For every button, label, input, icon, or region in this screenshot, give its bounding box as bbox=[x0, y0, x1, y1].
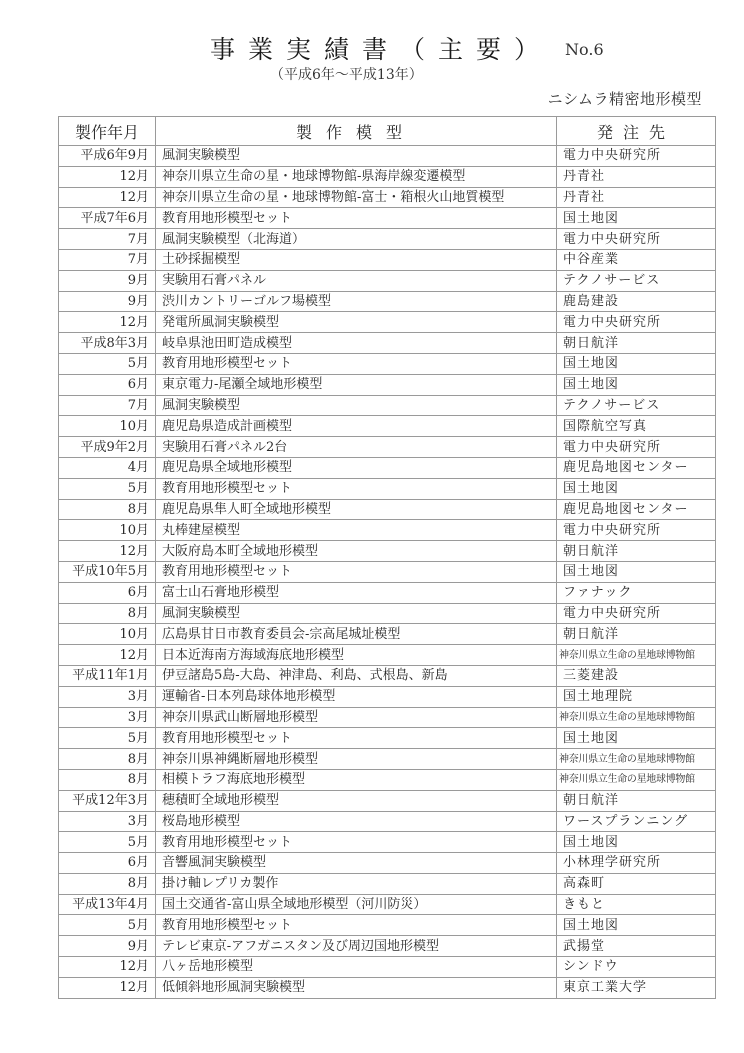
table-row bbox=[59, 395, 716, 416]
production-date-cell: 平成10年5月 bbox=[59, 561, 156, 582]
production-date-cell: 7月 bbox=[59, 229, 156, 250]
production-date-cell: 10月 bbox=[59, 520, 156, 541]
client-cell: 国土地図 bbox=[557, 728, 716, 749]
model-name-cell: 東京電力-尾瀬全域地形模型 bbox=[156, 374, 557, 395]
table-row bbox=[59, 707, 716, 728]
production-date-cell: 6月 bbox=[59, 374, 156, 395]
document-number: No.6 bbox=[565, 40, 604, 59]
document-title: 事業実績書（主要） bbox=[210, 35, 553, 64]
model-name-cell: 掛け軸レプリカ製作 bbox=[156, 873, 557, 894]
model-name-cell: 伊豆諸島5島-大島、神津島、利島、式根島、新島 bbox=[156, 665, 557, 686]
table-row bbox=[59, 416, 716, 437]
client-cell: 朝日航洋 bbox=[557, 541, 716, 562]
model-name-cell: 鹿児島県造成計画模型 bbox=[156, 416, 557, 437]
table-row bbox=[59, 187, 716, 208]
table-row bbox=[59, 977, 716, 998]
production-date-cell: 平成7年6月 bbox=[59, 208, 156, 229]
model-name-cell: 相模トラフ海底地形模型 bbox=[156, 769, 557, 790]
client-cell: 丹青社 bbox=[557, 166, 716, 187]
table-row bbox=[59, 457, 716, 478]
model-name-cell: 教育用地形模型セット bbox=[156, 832, 557, 853]
table-row bbox=[59, 478, 716, 499]
production-date-cell: 8月 bbox=[59, 603, 156, 624]
production-date-cell: 9月 bbox=[59, 291, 156, 312]
client-cell: きもと bbox=[557, 894, 716, 915]
period-subtitle: （平成6年～平成13年） bbox=[270, 67, 423, 83]
production-date-cell: 8月 bbox=[59, 499, 156, 520]
client-cell: 国際航空写真 bbox=[557, 416, 716, 437]
model-name-cell: 風洞実験模型（北海道） bbox=[156, 229, 557, 250]
column-header-date: 製作年月 bbox=[59, 117, 156, 146]
model-name-cell: 音響風洞実験模型 bbox=[156, 853, 557, 874]
client-cell: ワースプランニング bbox=[557, 811, 716, 832]
production-date-cell: 平成9年2月 bbox=[59, 437, 156, 458]
model-name-cell: 教育用地形模型セット bbox=[156, 208, 557, 229]
table-row bbox=[59, 499, 716, 520]
table-row bbox=[59, 146, 716, 167]
client-cell: 朝日航洋 bbox=[557, 333, 716, 354]
table-row bbox=[59, 374, 716, 395]
model-name-cell: テレビ東京-アフガニスタン及び周辺国地形模型 bbox=[156, 936, 557, 957]
client-cell: 鹿児島地図センター bbox=[557, 457, 716, 478]
production-date-cell: 8月 bbox=[59, 873, 156, 894]
client-cell: 高森町 bbox=[557, 873, 716, 894]
production-date-cell: 平成8年3月 bbox=[59, 333, 156, 354]
client-cell: 朝日航洋 bbox=[557, 624, 716, 645]
table-header-row bbox=[59, 117, 716, 146]
production-date-cell: 平成11年1月 bbox=[59, 665, 156, 686]
model-name-cell: 風洞実験模型 bbox=[156, 603, 557, 624]
client-cell: 鹿児島地図センター bbox=[557, 499, 716, 520]
client-cell: 小林理学研究所 bbox=[557, 853, 716, 874]
client-cell: 三菱建設 bbox=[557, 665, 716, 686]
table-row bbox=[59, 728, 716, 749]
production-date-cell: 平成13年4月 bbox=[59, 894, 156, 915]
client-cell: 国土地図 bbox=[557, 374, 716, 395]
production-date-cell: 8月 bbox=[59, 769, 156, 790]
model-name-cell: 富士山石膏地形模型 bbox=[156, 582, 557, 603]
client-cell: 電力中央研究所 bbox=[557, 229, 716, 250]
client-cell: 電力中央研究所 bbox=[557, 146, 716, 167]
table-row bbox=[59, 873, 716, 894]
model-name-cell: 教育用地形模型セット bbox=[156, 561, 557, 582]
table-row bbox=[59, 249, 716, 270]
production-date-cell: 5月 bbox=[59, 478, 156, 499]
client-cell: 神奈川県立生命の星地球博物館 bbox=[557, 769, 716, 790]
model-name-cell: 教育用地形模型セット bbox=[156, 353, 557, 374]
production-date-cell: 8月 bbox=[59, 749, 156, 770]
table-row bbox=[59, 603, 716, 624]
production-date-cell: 3月 bbox=[59, 707, 156, 728]
table-row bbox=[59, 749, 716, 770]
table-row bbox=[59, 270, 716, 291]
model-name-cell: 神奈川県立生命の星・地球博物館-富士・箱根火山地質模型 bbox=[156, 187, 557, 208]
production-date-cell: 7月 bbox=[59, 249, 156, 270]
production-date-cell: 12月 bbox=[59, 312, 156, 333]
client-cell: 国土地図 bbox=[557, 208, 716, 229]
column-header-client: 発注先 bbox=[557, 117, 716, 146]
table-body bbox=[59, 146, 716, 999]
table-row bbox=[59, 229, 716, 250]
model-name-cell: 教育用地形模型セット bbox=[156, 728, 557, 749]
model-name-cell: 教育用地形模型セット bbox=[156, 478, 557, 499]
production-date-cell: 12月 bbox=[59, 166, 156, 187]
model-name-cell: 神奈川県神縄断層地形模型 bbox=[156, 749, 557, 770]
production-date-cell: 5月 bbox=[59, 353, 156, 374]
client-cell: 国土地図 bbox=[557, 353, 716, 374]
table-row bbox=[59, 541, 716, 562]
table-row bbox=[59, 790, 716, 811]
model-name-cell: 桜島地形模型 bbox=[156, 811, 557, 832]
table-row bbox=[59, 624, 716, 645]
client-cell: 国土地理院 bbox=[557, 686, 716, 707]
production-date-cell: 5月 bbox=[59, 832, 156, 853]
table-row bbox=[59, 561, 716, 582]
model-name-cell: 日本近海南方海域海底地形模型 bbox=[156, 645, 557, 666]
model-name-cell: 丸棒建屋模型 bbox=[156, 520, 557, 541]
production-date-cell: 4月 bbox=[59, 457, 156, 478]
model-name-cell: 教育用地形模型セット bbox=[156, 915, 557, 936]
model-name-cell: 実験用石膏パネル2台 bbox=[156, 437, 557, 458]
column-header-model: 製作模型 bbox=[156, 117, 557, 146]
company-name: ニシムラ精密地形模型 bbox=[547, 90, 702, 108]
production-date-cell: 5月 bbox=[59, 915, 156, 936]
table-row bbox=[59, 291, 716, 312]
table-row bbox=[59, 333, 716, 354]
table-row bbox=[59, 853, 716, 874]
model-name-cell: 鹿児島県隼人町全域地形模型 bbox=[156, 499, 557, 520]
production-date-cell: 9月 bbox=[59, 270, 156, 291]
model-name-cell: 神奈川県立生命の星・地球博物館-県海岸線変遷模型 bbox=[156, 166, 557, 187]
client-cell: 電力中央研究所 bbox=[557, 312, 716, 333]
client-cell: 神奈川県立生命の星地球博物館 bbox=[557, 707, 716, 728]
production-date-cell: 12月 bbox=[59, 541, 156, 562]
model-name-cell: 穂積町全域地形模型 bbox=[156, 790, 557, 811]
model-name-cell: 発電所風洞実験模型 bbox=[156, 312, 557, 333]
table-row bbox=[59, 811, 716, 832]
client-cell: シンドウ bbox=[557, 957, 716, 978]
model-name-cell: 低傾斜地形風洞実験模型 bbox=[156, 977, 557, 998]
production-date-cell: 3月 bbox=[59, 686, 156, 707]
client-cell: 電力中央研究所 bbox=[557, 520, 716, 541]
production-date-cell: 10月 bbox=[59, 416, 156, 437]
model-name-cell: 広島県甘日市教育委員会-宗高尾城址模型 bbox=[156, 624, 557, 645]
production-date-cell: 6月 bbox=[59, 853, 156, 874]
client-cell: 中谷産業 bbox=[557, 249, 716, 270]
model-name-cell: 風洞実験模型 bbox=[156, 146, 557, 167]
client-cell: 国土地図 bbox=[557, 832, 716, 853]
production-date-cell: 12月 bbox=[59, 957, 156, 978]
table-row bbox=[59, 957, 716, 978]
model-name-cell: 実験用石膏パネル bbox=[156, 270, 557, 291]
table-row bbox=[59, 832, 716, 853]
production-date-cell: 12月 bbox=[59, 187, 156, 208]
production-date-cell: 9月 bbox=[59, 936, 156, 957]
production-date-cell: 6月 bbox=[59, 582, 156, 603]
client-cell: 神奈川県立生命の星地球博物館 bbox=[557, 645, 716, 666]
model-name-cell: 土砂採掘模型 bbox=[156, 249, 557, 270]
table-row bbox=[59, 312, 716, 333]
client-cell: ファナック bbox=[557, 582, 716, 603]
table-row bbox=[59, 353, 716, 374]
client-cell: 東京工業大学 bbox=[557, 977, 716, 998]
table-row bbox=[59, 582, 716, 603]
client-cell: 武揚堂 bbox=[557, 936, 716, 957]
model-name-cell: 大阪府島本町全域地形模型 bbox=[156, 541, 557, 562]
client-cell: 丹青社 bbox=[557, 187, 716, 208]
table-row bbox=[59, 769, 716, 790]
table-row bbox=[59, 936, 716, 957]
table-row bbox=[59, 520, 716, 541]
production-date-cell: 7月 bbox=[59, 395, 156, 416]
model-name-cell: 運輸省-日本列島球体地形模型 bbox=[156, 686, 557, 707]
production-date-cell: 5月 bbox=[59, 728, 156, 749]
model-name-cell: 国土交通省-富山県全域地形模型（河川防災） bbox=[156, 894, 557, 915]
table-row bbox=[59, 645, 716, 666]
table-row bbox=[59, 686, 716, 707]
client-cell: 神奈川県立生命の星地球博物館 bbox=[557, 749, 716, 770]
model-name-cell: 神奈川県武山断層地形模型 bbox=[156, 707, 557, 728]
production-date-cell: 12月 bbox=[59, 645, 156, 666]
client-cell: 電力中央研究所 bbox=[557, 437, 716, 458]
client-cell: 鹿島建設 bbox=[557, 291, 716, 312]
production-date-cell: 10月 bbox=[59, 624, 156, 645]
client-cell: 朝日航洋 bbox=[557, 790, 716, 811]
production-date-cell: 平成6年9月 bbox=[59, 146, 156, 167]
table-row bbox=[59, 915, 716, 936]
client-cell: テクノサービス bbox=[557, 270, 716, 291]
records-table bbox=[58, 116, 716, 999]
client-cell: 国土地図 bbox=[557, 915, 716, 936]
model-name-cell: 風洞実験模型 bbox=[156, 395, 557, 416]
table-row bbox=[59, 665, 716, 686]
table-row bbox=[59, 208, 716, 229]
client-cell: 国土地図 bbox=[557, 561, 716, 582]
table-row bbox=[59, 437, 716, 458]
table-row bbox=[59, 894, 716, 915]
model-name-cell: 八ヶ岳地形模型 bbox=[156, 957, 557, 978]
model-name-cell: 岐阜県池田町造成模型 bbox=[156, 333, 557, 354]
model-name-cell: 渋川カントリーゴルフ場模型 bbox=[156, 291, 557, 312]
table-row bbox=[59, 166, 716, 187]
model-name-cell: 鹿児島県全域地形模型 bbox=[156, 457, 557, 478]
client-cell: テクノサービス bbox=[557, 395, 716, 416]
client-cell: 国土地図 bbox=[557, 478, 716, 499]
client-cell: 電力中央研究所 bbox=[557, 603, 716, 624]
production-date-cell: 平成12年3月 bbox=[59, 790, 156, 811]
production-date-cell: 3月 bbox=[59, 811, 156, 832]
production-date-cell: 12月 bbox=[59, 977, 156, 998]
